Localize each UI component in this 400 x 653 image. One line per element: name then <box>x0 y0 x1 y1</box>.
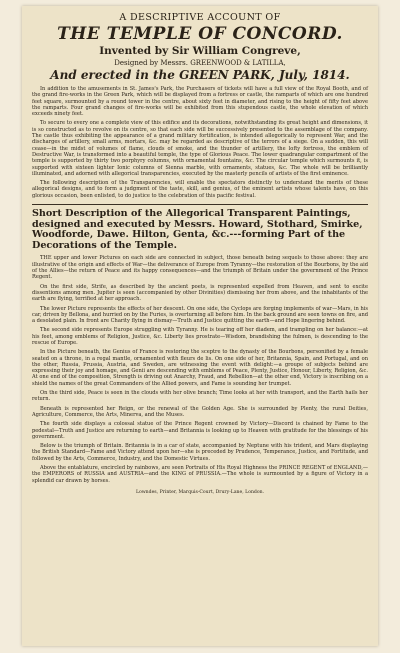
intro-paragraph: In addition to the amusements in St. James's Park, the Purchasers of tickets will have a full view of the Royal Booth, and of the grand fire-works in the Green Park, which will be displayed from a fortress or castle, the ramparts of which are one hundred feet square, surmounted by a round tower in the centre, about sixty feet in diameter, and rising to the height of fifty feet above the ramparts. Four grand changes of fire-works will be exhibited from this stupendous castle, the whole elevation of which exceeds ninety feet. <box>32 86 368 118</box>
broadside-content <box>32 12 368 495</box>
main-title: THE TEMPLE OF CONCORD. <box>57 24 343 44</box>
printer-imprint: Lowndes, Printer, Marquis-Court, Drury-Lane, London. <box>135 489 265 495</box>
designer-line: Designed by Messrs. GREENWOOD & LATILLA, <box>114 59 286 67</box>
body-paragraph: The lower Picture represents the effects of her descent. On one side, the Cyclops are forging implements of war—Mars, in his car, driven by Bellona, and hurried on by the Furies, is overturning all before him. In the back ground are seen towns on fire, and a desolated plain. In front are Charity flying in dismay—Truth and Justice quitting the earth—and Hope lingering behind. <box>32 305 368 325</box>
body-paragraph: Below is the triumph of Britain. Britannia is in a car of state, accompanied by Neptune with his trident, and Mars displaying the British Standard—Fame and Victory attend upon her—she is preceded by Prudence, Temperance, Justice, and Fortitude, and followed by the Arts, Commerce, Industry, and the Domestic Virtues. <box>32 443 368 462</box>
inventor-line: Invented by Sir William Congreve, <box>99 45 301 57</box>
body-paragraph: The fourth side displays a colossal statue of the Prince Regent crowned by Victory—Discord is chained by Fame to the pedestal—Truth and Justice are returning to earth—and Britannia is looking up to Heaven with gratitude for the blessings of his government. <box>32 421 368 440</box>
broadside-sheet <box>22 6 378 646</box>
intro-paragraph: The following description of the Transparencies, will enable the spectators distinctly to understand the merits of these allegorical designs, and to form a judgment of the taste, skill, and genius, of the eminent artists whose talents have, on this glorious occasion, been enlisted, to do justice to the celebration of this pacific festival. <box>32 180 368 199</box>
body-paragraph: On the third side, Peace is seen in the clouds with her olive branch; Time looks at her with transport, and the Earth hails her return. <box>32 390 368 403</box>
section-heading: Short Description of the Allegorical Transparent Paintings, designed and executed by Messrs. Howard, Stothard, Smirke, Woodforde, Dawe. Hilton, Genta, &c.---forming Part of the Decorations of the Temple. <box>32 208 363 251</box>
body-paragraph: In the Picture beneath, the Genius of France is restoring the sceptre to the dynasty of the Bourbons, personified by a female seated on a throne, in a regal mantle, ornamented with fleurs de lis. On one side of her, Britannia, Spain, and Portugal, and on the other, Russia, Prussia, Austria, and Sweden, are witnessing the event with delight:—a groupe of subjects behind are expressing their joy and homage, and Genii are descending with emblems of Peace, Plenty, Justice, Honour, Liberty, Religion, &c. At one end of the composition, Strength is driving out Anarchy, Fraud, and Rebellion—at the other end, Victory is inscribing on a shield the names of the great Commanders of the Allied powers, and Fame is sounding her trumpet. <box>32 349 368 387</box>
intro-paragraph: To secure to every one a complete view of this edifice and its decorations, notwithstanding its great height and dimensions, it is so constructed as to revolve on its centre, so that each side will be successively presented to the assemblage of the company. The castle thus exhibiting the appearance of a grand military fortification, is intended allegorically to represent War, and the discharges of artillery, small arms, mortars, &c. may be regarded as descriptive of the terrors of a siege. On a sudden, this will cease—in the midst of volumes of flame, clouds of smoke, and the thunder of artillery, the lofty fortress, the emblem of Destructive War, is transformed into a beautiful temple, the type of Glorious Peace. The lower quadrangular compartment of the temple is supported by thirty two porphyry columns, with ornamental fountains, &c. The circular temple which surmounts it, is supported with sixteen lighter Ionic columns of Sienna marble, with ornaments, statues, &c. The whole will be brilliantly illuminated, and adorned with allegorical transparencies, executed by the masterly pencils of artists of the first eminence. <box>32 120 368 177</box>
body-paragraph: Beneath is represented her Reign, or the renewal of the Golden Age. She is surrounded by Plenty, the rural Deities, Agriculture, Commerce, the Arts, Minerva, and the Muses. <box>32 405 368 418</box>
title-line-1: A DESCRIPTIVE ACCOUNT OF <box>119 12 281 23</box>
body-paragraph: The second side represents Europe struggling with Tyranny. He is tearing off her diadem, and trampling on her balance:—at his feet, among emblems of Religion, Justice, &c. Liberty lies prostrate—Wisdom, brandishing the fulmen, is descending to the rescue of Europe. <box>32 327 368 346</box>
body-paragraph: On the first side, Strife, as described by the ancient poets, is represented expelled from Heaven, and sent to excite dissentions among men. Jupiter is seen (accompanied by other Divinities) dismissing her from above, and the inhabitants of the earth are flying, terrified at her approach. <box>32 283 368 303</box>
body-paragraph: THE upper and lower Pictures on each side are connected in subject, those beneath being sequels to those above: they are illustrative of the origin and effects of War—the deliverance of Europe from Tyranny—the restoration of the Bourbons, by the aid of the Allies—the return of Peace and its happy consequences—and the triumph of Britain under the government of the Prince Regent. <box>32 255 368 281</box>
erected-line: And erected in the GREEN PARK, July, 1814. <box>50 68 350 82</box>
section-divider <box>32 204 368 205</box>
body-paragraph: Above the entablature, encircled by rainbows, are seen Portraits of His Royal Highness the PRINCE REGENT of ENGLAND,—the EMPERORS of RUSSIA and AUSTRIA—and the KING of PRUSSIA.—The whole is surmounted by a figure of Victory in a splendid car drawn by horses. <box>32 465 368 484</box>
